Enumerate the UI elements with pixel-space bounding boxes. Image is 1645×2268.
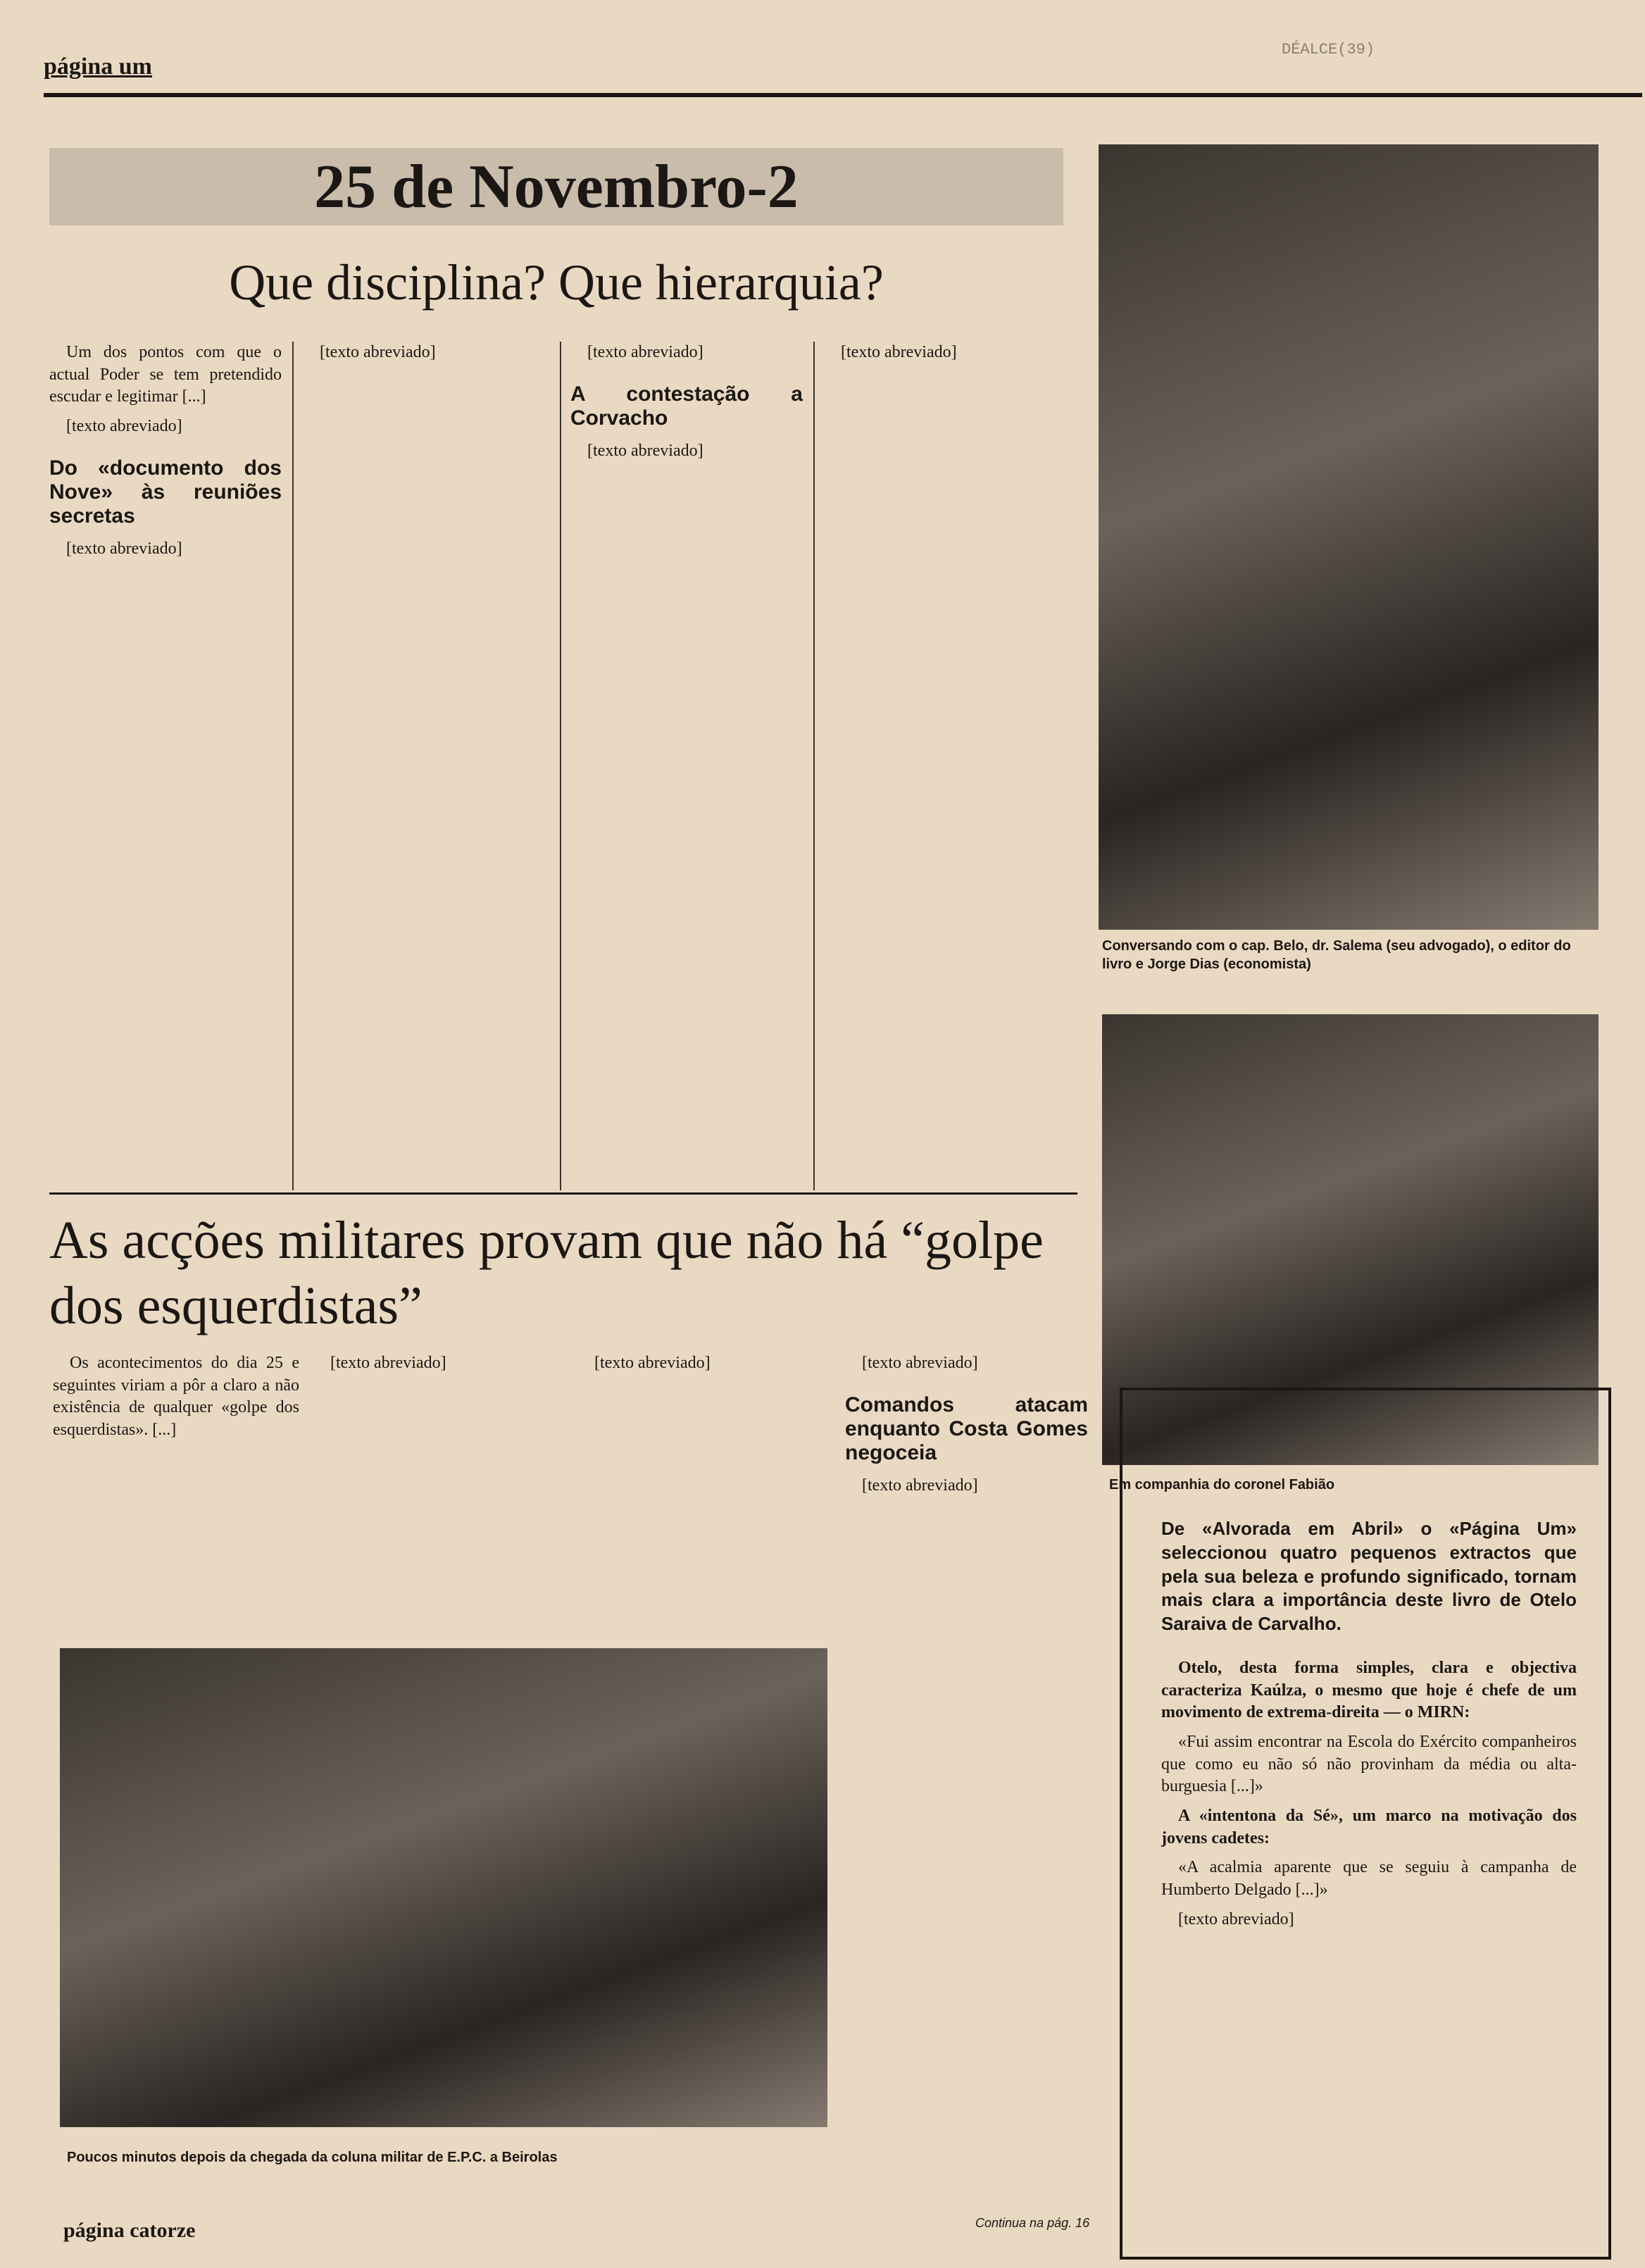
- sidebar-note-2: A «intentona da Sé», um marco na motivação dos jovens cadetes:: [1161, 1807, 1577, 1848]
- continuation-note: Continua na pág. 16: [975, 2216, 1090, 2230]
- adjacent-page-edge: [1613, 134, 1645, 2247]
- article-title: Que disciplina? Que hierarquia?: [229, 254, 884, 311]
- abridged-note: [texto abreviado]: [320, 343, 436, 361]
- sidebar-note-1: Otelo, desta forma simples, clara e objectiva caracteriza Kaúlza, o mesmo que hoje é chefe de um movimento de extrema-direita — o MIRN:: [1161, 1658, 1577, 1722]
- sidebar-quote-1: «Fui assim encontrar na Escola do Exército companheiros que como eu não só não provinham da média ou alta-burguesia [...]»: [1161, 1733, 1577, 1796]
- abridged-note: [texto abreviado]: [66, 417, 182, 436]
- article2-column-2: [313, 1352, 563, 1382]
- sidebar-intro: De «Alvorada em Abril» o «Página Um» seleccionou quatro pequenos extractos que pela sua beleza e profundo significado, tornam mais clara a importância deste livro de Otelo Saraiva de Carvalho.: [1161, 1518, 1577, 1635]
- abridged-note: [texto abreviado]: [841, 343, 957, 361]
- photo-caption-1: Conversando com o cap. Belo, dr. Salema (seu advogado), o editor do livro e Jorge Dias (economista): [1102, 938, 1571, 972]
- article2-subhead: Comandos atacam enquanto Costa Gomes negoceia: [845, 1392, 1088, 1464]
- page-folio-bottom: página catorze: [63, 2219, 196, 2242]
- section-rule: [49, 1192, 1077, 1195]
- article2-lead: Os acontecimentos do dia 25 e seguintes viriam a pôr a claro a não existência de qualquer «golpe dos esquerdistas». [...]: [53, 1354, 299, 1440]
- article1-column-2: [303, 342, 549, 371]
- abridged-note: [texto abreviado]: [330, 1354, 446, 1372]
- article2-column-3: [577, 1352, 820, 1382]
- article2-title: As acções militares provam que não há “golpe dos esquerdistas”: [49, 1211, 1044, 1335]
- article1-subhead-1: Do «documento dos Nove» às reuniões secretas: [49, 456, 282, 528]
- article2-column-1: [53, 1352, 299, 1449]
- photo-military-column: [60, 1648, 827, 2127]
- abridged-note: [texto abreviado]: [862, 1476, 978, 1495]
- abridged-note: [texto abreviado]: [862, 1354, 978, 1372]
- article-banner: 25 de Novembro-2: [314, 153, 799, 221]
- column-rule: [292, 342, 294, 1190]
- column-rule: [813, 342, 815, 1190]
- page-folio-top: página um: [44, 54, 152, 80]
- archive-stamp: DÉALCE(39): [1282, 41, 1375, 58]
- article1-subhead-2: A contestação a Corvacho: [570, 382, 803, 430]
- sidebar-extracts-box: [1120, 1388, 1611, 2260]
- article1-column-3: [570, 342, 803, 469]
- article2-column-4: [845, 1352, 1088, 1504]
- top-rule: [44, 93, 1642, 97]
- abridged-note: [texto abreviado]: [594, 1354, 711, 1372]
- column-rule: [560, 342, 561, 1190]
- abridged-note: [texto abreviado]: [587, 441, 703, 460]
- abridged-note: [texto abreviado]: [587, 343, 703, 361]
- article1-column-1: [49, 342, 282, 567]
- photo-caption-3: Poucos minutos depois da chegada da coluna militar de E.P.C. a Beirolas: [67, 2150, 558, 2165]
- sidebar-body: [1161, 1657, 1577, 1931]
- sidebar-quote-2: «A acalmia aparente que se seguiu à campanha de Humberto Delgado [...]»: [1161, 1858, 1577, 1900]
- abridged-note: [texto abreviado]: [66, 539, 182, 558]
- abridged-note: [texto abreviado]: [1178, 1909, 1294, 1929]
- photo-conversation: [1099, 144, 1599, 930]
- article1-column-4: [824, 342, 1060, 371]
- article1-lead: Um dos pontos com que o actual Poder se tem pretendido escudar e legitimar [...]: [49, 343, 282, 406]
- photo-caption-2: Em companhia do coronel Fabião: [1109, 1477, 1335, 1493]
